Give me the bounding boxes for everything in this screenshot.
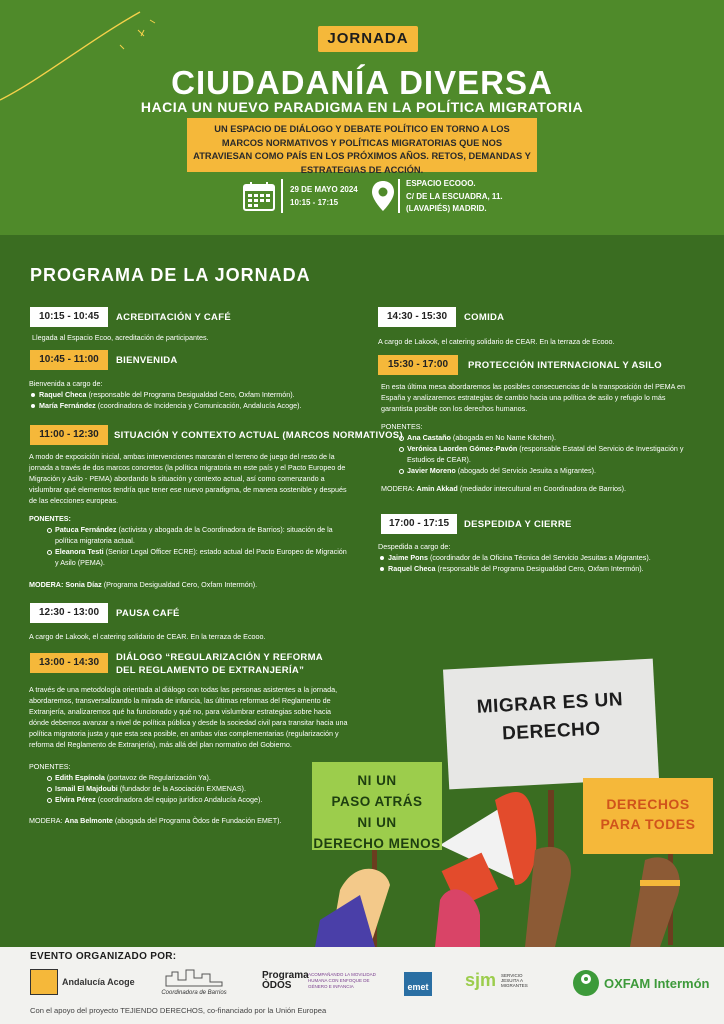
time-badge: 11:00 - 12:30 [30, 425, 108, 445]
session-title: COMIDA [464, 312, 505, 323]
time-badge: 10:15 - 10:45 [30, 307, 108, 327]
sign-migrar: MIGRAR ES UN DERECHO [443, 659, 659, 790]
time-badge: 17:00 - 17:15 [381, 514, 457, 534]
time-badge: 14:30 - 15:30 [378, 307, 456, 327]
logo-coordinadora: Coordinadora de Barrios [158, 968, 230, 996]
event-datetime [290, 184, 358, 209]
section-title: PROGRAMA DE LA JORNADA [30, 265, 311, 285]
event-description: UN ESPACIO DE DIÁLOGO Y DEBATE POLÍTICO EN TORNO A LOS MARCOS NORMATIVOS Y POLÍTICAS MIGRATORIAS QUE NOS ATRAVIESAN COMO PAÍS EN LOS PRÓXIMOS AÑOS. RETOS, DEMANDAS Y ESTRATEGIAS DE ACCIÓN. [187, 118, 537, 172]
session-text: A cargo de Lakook, el catering solidario de CEAR. En la terraza de Ecooo. [378, 337, 615, 346]
session-title: PAUSA CAFÉ [116, 608, 180, 619]
page-subtitle: HACIA UN NUEVO PARADIGMA EN LA POLÍTICA MIGRATORIA [140, 99, 584, 115]
time-badge: 15:30 - 17:00 [378, 355, 458, 375]
time-badge: 13:00 - 14:30 [30, 653, 108, 673]
session-title: SITUACIÓN Y CONTEXTO ACTUAL (MARCOS NORMATIVOS) [114, 430, 403, 441]
session-text: A través de una metodología orientada al diálogo con todas las personas asistentes a la jornada, abordaremos, transversalizando la mirada de infancia, las últimas reformas del Reglamento de Extranjería, analizaremos qué ha funcionado y qué no, para vislumbrar estrategias sobre hacia dónde debemos avanzar a nivel de política pública y desde la sociedad civil para transitar hacia una política migratoria justa y que esta sea posible, en ambas vías complementarias (regularización y reforma del Reglamento de Extranjería), más allá del plan normativo del Gobierno. PONENTES: Edith Espínola (portavoz de Regularización Ya). Ismail El Majdoubi (fundador de la Asociación EXMENAS). Elvira Pérez (coordinadora del equipo jurídico Andalucía Acoge). MODERA: Ana Belmonte (abogada del Programa Òdos de Fundación EMET). [29, 685, 348, 825]
logo-emet: emet [404, 972, 432, 996]
event-place: ESPACIO ECOOO. C/ DE LA ESCUADRA, 11. (LAVAPIÉS) MADRID. [406, 179, 503, 213]
sign-ni-un-paso: NI UN PASO ATRÁS NI UN DERECHO MENOS [312, 762, 442, 850]
header [0, 0, 724, 235]
page-title: CIUDADANÍA DIVERSA [171, 64, 553, 101]
session-text: Despedida a cargo de: Jaime Pons (coordinador de la Oficina Técnica del Servicio Jesuitas a Migrantes). Raquel Checa (responsable del Programa Desigualdad Cero, Oxfam Intermón). [378, 541, 708, 574]
time-badge: 12:30 - 13:00 [30, 603, 108, 623]
session-text: A cargo de Lakook, el catering solidario de CEAR. En la terraza de Ecooo. [29, 632, 266, 641]
credit-line: Con el apoyo del proyecto TEJIENDO DERECHOS, co-financiado por la Unión Europea [30, 1006, 327, 1015]
event-time: 10:15 - 17:15 [290, 197, 339, 207]
time-badge: 10:45 - 11:00 [30, 350, 108, 370]
session-title: PROTECCIÓN INTERNACIONAL Y ASILO [468, 360, 662, 371]
event-date: 29 DE MAYO 2024 [290, 185, 358, 194]
session-text: Bienvenida a cargo de: Raquel Checa (responsable del Programa Desigualdad Cero, Oxfam Intermón). María Fernández (coordinadora de Incidencia y Comunicación, Andalucía Acoge). [29, 378, 359, 411]
session-title: DIÁLOGO “REGULARIZACIÓN Y REFORMA DEL REGLAMENTO DE EXTRANJERÍA” [116, 652, 323, 676]
logo-oxfam: OXFAM Intermón [573, 970, 709, 996]
organized-by: EVENTO ORGANIZADO POR: [30, 951, 177, 962]
divider [398, 179, 400, 213]
location-pin-icon [371, 180, 395, 212]
session-title: ACREDITACIÓN Y CAFÉ [116, 312, 231, 323]
session-text: Llegada al Espacio Ecoo, acreditación de participantes. [32, 333, 209, 342]
divider [281, 179, 283, 213]
session-text: En esta última mesa abordaremos las posibles consecuencias de la transposición del PEMA en España y analizaremos estrategias de cambio hacia una política de asilo y refugio lo más garantista posible con los derechos humanos. PONENTES: Ana Castaño (abogada en No Name Kitchen). Verónica Laorden Gómez-Pavón (responsable Estatal del Servicio de Investigación y Estudios de CEAR). Javier Moreno (abogado del Servicio Jesuita a Migrantes). MODERA: Amin Akkad (mediador intercultural en Coordinadora de Barrios). [381, 381, 691, 494]
logo-andalucia-acoge: Andalucía Acoge [30, 969, 135, 995]
session-title: DESPEDIDA Y CIERRE [464, 519, 572, 530]
skyline-icon [164, 968, 224, 988]
sign-derechos: DERECHOS PARA TODES [583, 778, 713, 854]
session-title: BIENVENIDA [116, 355, 178, 366]
andalucia-acoge-icon [30, 969, 58, 995]
logo-sjm: sjm SERVICIO JESUITA A MIGRANTES [465, 970, 528, 990]
oxfam-icon [573, 970, 599, 996]
session-text: A modo de exposición inicial, ambas intervenciones marcarán el terreno de juego del resto de la jornada a través de dos marcos concretos (la política migratoria en este país y el Pacto Europeo de Migración y Asilo - PEMA) abordando la situación y contexto actual, así como comenzando a vislumbrar qué elementos tendría que tener ese nuevo paradigma, de manera sostenible y después de las elecciones europeas. PONENTES: Patuca Fernández (activista y abogada de la Coordinadora de Barrios): situación de la política migratoria actual. Eleanora Testi (Senior Legal Officer ECRE): estado actual del Pacto Europeo de Migración y Asilo (PEMA). MODERA: Sonia Díaz (Programa Desigualdad Cero, Oxfam Intermón). [29, 451, 349, 590]
calendar-icon [243, 181, 275, 211]
logo-programa-odos: Programa ÒDOS ACOMPAÑANDO LA MOVILIDAD HUMANA CON ENFOQUE DE GÉNERO E INFANCIA [262, 970, 376, 991]
jornada-badge: JORNADA [318, 26, 418, 52]
